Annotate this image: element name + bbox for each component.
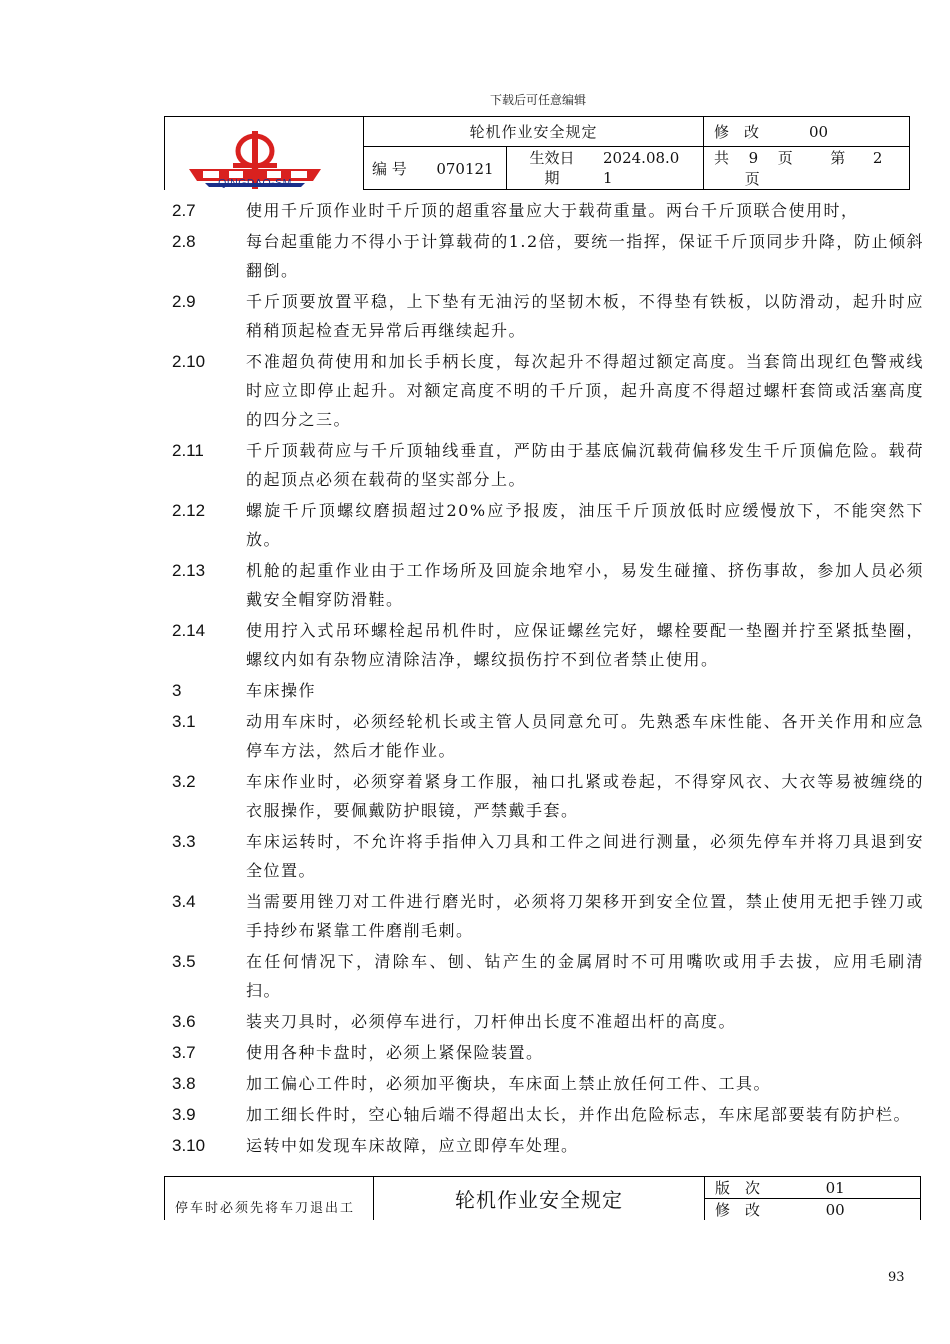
list-item [172,1007,924,1036]
effective-date-cell [507,147,704,190]
item-text: 运转中如发现车床故障，应立即停车处理。 [246,1136,579,1155]
item-text: 千斤顶载荷应与千斤顶轴线垂直，严防由于基底偏沉载荷偏移发生千斤顶偏危险。载荷的起顶点必须在载荷的坚实部分上。 [246,441,924,489]
page-unit-2: 页 [744,170,760,188]
document-title: 轮机作业安全规定 [364,117,704,147]
list-item [172,1100,924,1129]
item-number: 3 [172,681,182,700]
list-item [172,887,924,945]
document-body [172,196,924,1162]
edition-cell [705,1177,921,1199]
item-text: 不准超负荷使用和加长手柄长度，每次起升不得超过额定高度。当套筒出现红色警戒线时应立即停止起升。对额定高度不明的千斤顶，起升高度不得超过螺杆套筒或活塞高度的四分之三。 [246,352,924,429]
list-item [172,287,924,345]
list-item [172,707,924,765]
item-number: 2.9 [172,292,196,311]
item-number: 3.9 [172,1105,196,1124]
footer-revision-value: 00 [825,1201,845,1219]
item-number: 3.1 [172,712,196,731]
item-text: 加工细长件时，空心轴后端不得超出太长，并作出危险标志，车床尾部要装有防护栏。 [246,1105,912,1124]
list-item [172,767,924,825]
item-number: 2.11 [172,441,204,460]
revision-label: 修 改 [714,123,760,141]
item-text: 使用各种卡盘时，必须上紧保险装置。 [246,1043,544,1062]
page-unit-1: 页 [777,149,793,167]
item-number: 3.10 [172,1136,206,1155]
list-item [172,676,924,705]
list-item [172,947,924,1005]
item-text: 车床运转时，不允许将手指伸入刀具和工件之间进行测量，必须先停车并将刀具退到安全位置。 [246,832,924,880]
item-number: 2.8 [172,232,196,251]
item-text: 车床作业时，必须穿着紧身工作服，袖口扎紧或卷起，不得穿风衣、大衣等易被缠绕的衣服操作，要佩戴防护眼镜，严禁戴手套。 [246,772,924,820]
number-label: 编 号 [372,159,407,178]
pages-cell [704,147,910,190]
item-number: 3.5 [172,952,196,971]
item-text: 使用千斤顶作业时千斤顶的超重容量应大于载荷重量。两台千斤顶联合使用时， [246,201,859,220]
list-item [172,496,924,554]
item-number: 2.10 [172,352,206,371]
item-text: 装夹刀具时，必须停车进行，刀杆伸出长度不准超出杆的高度。 [246,1012,737,1031]
number-cell [364,147,507,190]
list-item [172,827,924,885]
number-value: 070121 [436,159,494,178]
page-number: 93 [888,1270,905,1285]
edition-label: 版 次 [715,1179,761,1197]
list-item [172,616,924,674]
footer-title: 轮机作业安全规定 [374,1177,705,1221]
logo-cell [165,117,364,190]
footer-left-text: 停车时必须先将车刀退出工 [165,1177,374,1221]
list-item [172,556,924,614]
item-text: 当需要用锉刀对工件进行磨光时，必须将刀架移开到安全位置，禁止使用无把手锉刀或手持纱布紧靠工件磨削毛刺。 [246,892,924,940]
list-item [172,1131,924,1160]
top-note: 下载后可任意编辑 [489,93,586,107]
item-text: 螺旋千斤顶螺纹磨损超过20%应予报废，油压千斤顶放低时应缓慢放下，不能突然下放。 [246,501,924,549]
item-number: 2.7 [172,201,196,220]
footer-revision-cell [705,1199,921,1221]
item-number: 3.3 [172,832,196,851]
effective-label-2: 期 [544,169,560,187]
document-header [164,116,910,190]
revision-cell [704,117,910,147]
footer-revision-label: 修 改 [715,1201,761,1219]
item-number: 3.2 [172,772,196,791]
logo-text: QINGDAO-SM [218,177,292,189]
list-item [172,1069,924,1098]
item-text: 车床操作 [246,681,317,700]
list-item [172,347,924,434]
edition-value: 01 [825,1179,845,1197]
item-text: 使用拧入式吊环螺栓起吊机件时，应保证螺丝完好，螺栓要配一垫圈并拧至紧抵垫圈，螺纹内如有杂物应清除洁净，螺纹损伤拧不到位者禁止使用。 [246,621,924,669]
item-text: 千斤顶要放置平稳，上下垫有无油污的坚韧木板，不得垫有铁板，以防滑动，起升时应稍稍顶起检查无异常后再继续起升。 [246,292,924,340]
item-number: 3.8 [172,1074,196,1093]
item-number: 2.13 [172,561,206,580]
revision-value: 00 [809,122,829,141]
list-item [172,196,924,225]
item-number: 3.6 [172,1012,196,1031]
item-text: 机舱的起重作业由于工作场所及回旋余地窄小，易发生碰撞、挤伤事故，参加人员必须戴安全帽穿防滑鞋。 [246,561,924,609]
list-item [172,436,924,494]
item-text: 动用车床时，必须经轮机长或主管人员同意允可。先熟悉车床性能、各开关作用和应急停车方法，然后才能作业。 [246,712,924,760]
total-label: 共 [714,149,730,167]
item-text: 加工偏心工件时，必须加平衡块，车床面上禁止放任何工件、工具。 [246,1074,772,1093]
total-pages: 9 [748,149,759,167]
list-item [172,1038,924,1067]
current-label: 第 [830,149,846,167]
item-number: 3.7 [172,1043,196,1062]
item-number: 2.12 [172,501,206,520]
document-footer [164,1176,921,1220]
list-item [172,227,924,285]
item-number: 3.4 [172,892,196,911]
item-text: 在任何情况下，清除车、刨、钻产生的金属屑时不可用嘴吹或用手去拔，应用毛刷清扫。 [246,952,924,1000]
current-page: 2 [872,149,883,167]
effective-label-1: 生效日 [529,149,575,167]
item-text: 每台起重能力不得小于计算载荷的1.2倍，要统一指挥，保证千斤顶同步升降，防止倾斜翻倒。 [246,232,924,280]
item-number: 2.14 [172,621,206,640]
effective-value-2: 1 [603,169,613,187]
effective-value-1: 2024.08.0 [603,149,680,167]
